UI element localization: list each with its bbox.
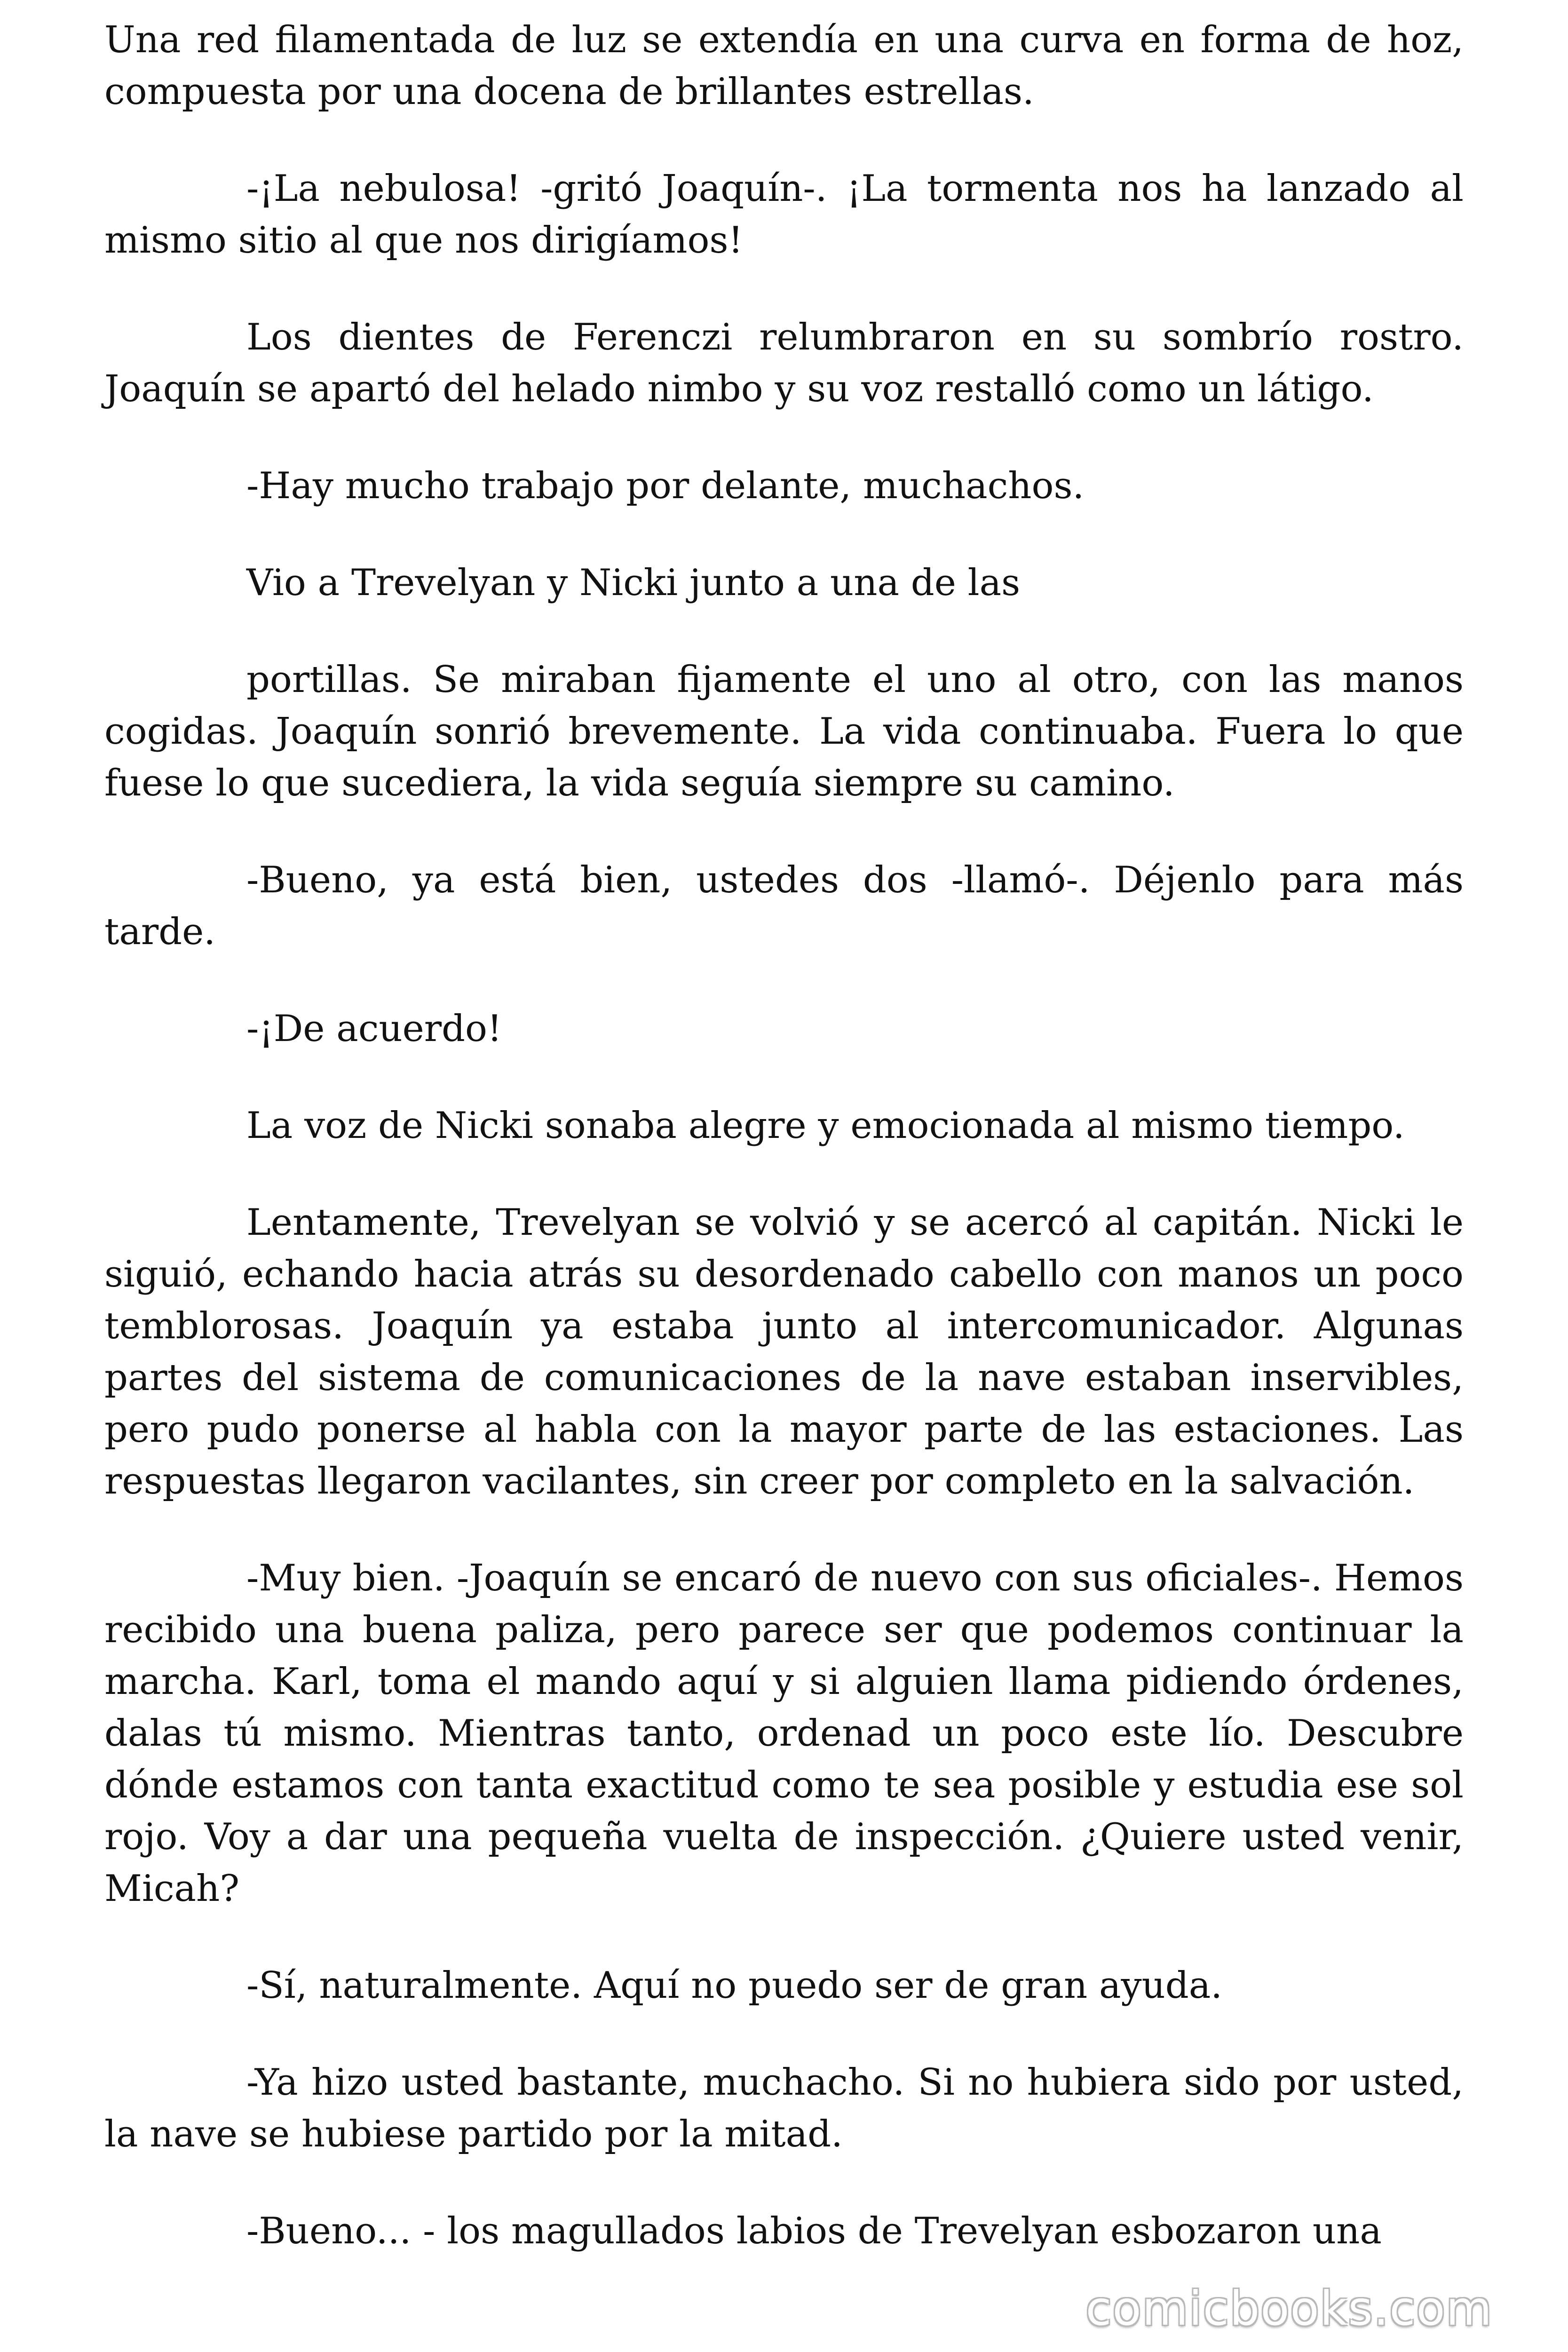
paragraph-5: Vio a Trevelyan y Nicki junto a una de las [246,562,1021,604]
paragraph-12: -Sí, naturalmente. Aquí no puedo ser de gran ayuda. [246,1964,1222,2007]
watermark-text: comicbooks.com [1085,2281,1493,2336]
paragraph-1: Una red filamentada de luz se extendía en una curva en forma de hoz, compuesta por una docena de brillantes estrellas. [104,19,1464,113]
paragraph-14: -Bueno... - los magullados labios de Trevelyan esbozaron una [246,2210,1382,2252]
body-text [104,14,1464,2302]
paragraph-3: Los dientes de Ferenczi relumbraron en su sombrío rostro. Joaquín se apartó del helado nimbo y su voz restalló como un látigo. [104,316,1464,410]
paragraph-13: -Ya hizo usted bastante, muchacho. Si no hubiera sido por usted, la nave se hubiese partido por la mitad. [104,2061,1464,2155]
paragraph-11: -Muy bien. -Joaquín se encaró de nuevo con sus oficiales-. Hemos recibido una buena paliza, pero parece ser que podemos continuar la marcha. Karl, toma el mando aquí y si alguien llama pidiendo órdenes, dalas tú mismo. Mientras tanto, ordenad un poco este lío. Descubre dónde estamos con tanta exactitud como te sea posible y estudia ese sol rojo. Voy a dar una pequeña vuelta de inspección. ¿Quiere usted venir, Micah? [104,1557,1464,1910]
paragraph-7: -Bueno, ya está bien, ustedes dos -llamó-. Déjenlo para más tarde. [104,859,1464,953]
paragraph-8: -¡De acuerdo! [246,1008,502,1050]
paragraph-2: -¡La nebulosa! -gritó Joaquín-. ¡La tormenta nos ha lanzado al mismo sitio al que nos dirigíamos! [104,167,1464,262]
paragraph-4: -Hay mucho trabajo por delante, muchachos. [246,465,1085,507]
paragraph-6: portillas. Se miraban fijamente el uno al otro, con las manos cogidas. Joaquín sonrió brevemente. La vida continuaba. Fuera lo que fuese lo que sucediera, la vida seguía siempre su camino. [104,659,1464,804]
paragraph-10: Lentamente, Trevelyan se volvió y se acercó al capitán. Nicki le siguió, echando hacia atrás su desordenado cabello con manos un poco temblorosas. Joaquín ya estaba junto al intercomunicador. Algunas partes del sistema de comunicaciones de la nave estaban inservibles, pero pudo ponerse al habla con la mayor parte de las estaciones. Las respuestas llegaron vacilantes, sin creer por completo en la salvación. [104,1201,1464,1502]
paragraph-9: La voz de Nicki sonaba alegre y emocionada al mismo tiempo. [246,1104,1405,1147]
